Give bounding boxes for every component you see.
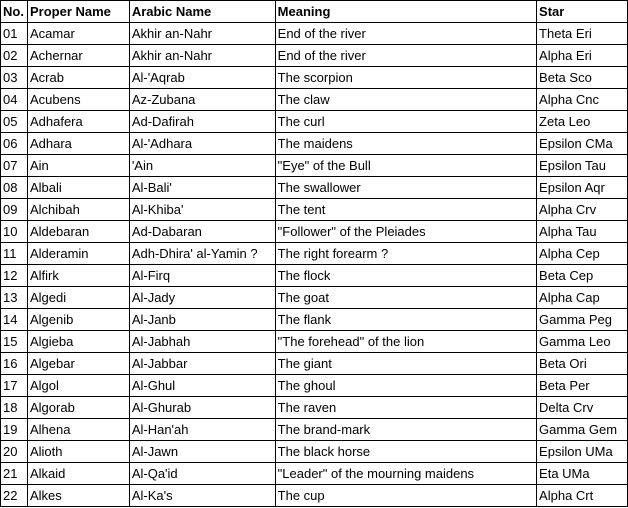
cell-proper-name: Ain: [27, 155, 129, 177]
cell-proper-name: Alfirk: [27, 265, 129, 287]
cell-meaning: "The forehead" of the lion: [275, 331, 536, 353]
cell-meaning: The flank: [275, 309, 536, 331]
cell-meaning: The claw: [275, 89, 536, 111]
cell-star: Alpha Cnc: [537, 89, 628, 111]
cell-proper-name: Acamar: [27, 23, 129, 45]
cell-proper-name: Algenib: [27, 309, 129, 331]
table-row: [1, 177, 628, 199]
cell-proper-name: Adhara: [27, 133, 129, 155]
cell-star: Epsilon UMa: [537, 441, 628, 463]
cell-proper-name: Algieba: [27, 331, 129, 353]
cell-meaning: The brand-mark: [275, 419, 536, 441]
cell-star: Gamma Gem: [537, 419, 628, 441]
cell-proper-name: Acrab: [27, 67, 129, 89]
table-row: [1, 111, 628, 133]
cell-no: 12: [1, 265, 28, 287]
cell-proper-name: Acubens: [27, 89, 129, 111]
cell-star: Epsilon Tau: [537, 155, 628, 177]
cell-proper-name: Alioth: [27, 441, 129, 463]
table-row: [1, 463, 628, 485]
cell-meaning: End of the river: [275, 45, 536, 67]
cell-meaning: "Follower" of the Pleiades: [275, 221, 536, 243]
cell-no: 03: [1, 67, 28, 89]
cell-meaning: The scorpion: [275, 67, 536, 89]
cell-star: Epsilon Aqr: [537, 177, 628, 199]
cell-no: 14: [1, 309, 28, 331]
cell-star: Zeta Leo: [537, 111, 628, 133]
cell-meaning: The right forearm ?: [275, 243, 536, 265]
cell-no: 08: [1, 177, 28, 199]
table-row: [1, 221, 628, 243]
table-row: [1, 89, 628, 111]
cell-no: 16: [1, 353, 28, 375]
cell-arabic-name: Al-Jawn: [129, 441, 275, 463]
cell-star: Gamma Peg: [537, 309, 628, 331]
header-proper-name: Proper Name: [27, 1, 129, 23]
cell-proper-name: Alkes: [27, 485, 129, 507]
table-row: [1, 45, 628, 67]
table-row: [1, 133, 628, 155]
cell-proper-name: Alchibah: [27, 199, 129, 221]
cell-proper-name: Algorab: [27, 397, 129, 419]
cell-arabic-name: Al-'Aqrab: [129, 67, 275, 89]
cell-no: 15: [1, 331, 28, 353]
cell-no: 21: [1, 463, 28, 485]
cell-star: Theta Eri: [537, 23, 628, 45]
table-row: [1, 485, 628, 507]
cell-star: Beta Sco: [537, 67, 628, 89]
table-row: [1, 265, 628, 287]
cell-arabic-name: Al-'Adhara: [129, 133, 275, 155]
table-row: [1, 67, 628, 89]
cell-meaning: The flock: [275, 265, 536, 287]
cell-star: Alpha Cep: [537, 243, 628, 265]
cell-no: 13: [1, 287, 28, 309]
header-row: [1, 1, 628, 23]
cell-proper-name: Alhena: [27, 419, 129, 441]
cell-arabic-name: Akhir an-Nahr: [129, 23, 275, 45]
cell-no: 07: [1, 155, 28, 177]
table-body: [1, 23, 628, 507]
table-row: [1, 331, 628, 353]
table-row: [1, 419, 628, 441]
cell-star: Epsilon CMa: [537, 133, 628, 155]
cell-no: 01: [1, 23, 28, 45]
cell-proper-name: Albali: [27, 177, 129, 199]
cell-meaning: "Leader" of the mourning maidens: [275, 463, 536, 485]
cell-arabic-name: Ad-Dabaran: [129, 221, 275, 243]
cell-arabic-name: Al-Khiba': [129, 199, 275, 221]
cell-no: 04: [1, 89, 28, 111]
cell-no: 06: [1, 133, 28, 155]
cell-arabic-name: Al-Ka's: [129, 485, 275, 507]
cell-no: 17: [1, 375, 28, 397]
cell-proper-name: Algol: [27, 375, 129, 397]
cell-arabic-name: Al-Ghurab: [129, 397, 275, 419]
cell-arabic-name: Al-Janb: [129, 309, 275, 331]
cell-star: Delta Crv: [537, 397, 628, 419]
header-meaning: Meaning: [275, 1, 536, 23]
table-row: [1, 353, 628, 375]
cell-arabic-name: Al-Qa'id: [129, 463, 275, 485]
cell-no: 18: [1, 397, 28, 419]
cell-arabic-name: Al-Firq: [129, 265, 275, 287]
cell-arabic-name: Al-Bali': [129, 177, 275, 199]
table-row: [1, 243, 628, 265]
table-row: [1, 23, 628, 45]
cell-arabic-name: Al-Jabhah: [129, 331, 275, 353]
cell-meaning: The tent: [275, 199, 536, 221]
cell-star: Alpha Crv: [537, 199, 628, 221]
cell-meaning: The swallower: [275, 177, 536, 199]
cell-arabic-name: Al-Jabbar: [129, 353, 275, 375]
table-row: [1, 199, 628, 221]
header-arabic-name: Arabic Name: [129, 1, 275, 23]
table-row: [1, 309, 628, 331]
cell-meaning: The black horse: [275, 441, 536, 463]
cell-arabic-name: Al-Jady: [129, 287, 275, 309]
cell-no: 19: [1, 419, 28, 441]
header-no: No.: [1, 1, 28, 23]
cell-star: Eta UMa: [537, 463, 628, 485]
cell-proper-name: Alkaid: [27, 463, 129, 485]
cell-meaning: The raven: [275, 397, 536, 419]
cell-star: Beta Per: [537, 375, 628, 397]
cell-arabic-name: Adh-Dhira' al-Yamin ?: [129, 243, 275, 265]
cell-meaning: The goat: [275, 287, 536, 309]
cell-arabic-name: Ad-Dafirah: [129, 111, 275, 133]
table-row: [1, 441, 628, 463]
cell-arabic-name: Al-Han'ah: [129, 419, 275, 441]
cell-no: 02: [1, 45, 28, 67]
cell-meaning: End of the river: [275, 23, 536, 45]
table-row: [1, 375, 628, 397]
table-row: [1, 287, 628, 309]
cell-meaning: The cup: [275, 485, 536, 507]
cell-meaning: The giant: [275, 353, 536, 375]
cell-arabic-name: Al-Ghul: [129, 375, 275, 397]
cell-star: Beta Cep: [537, 265, 628, 287]
cell-proper-name: Aldebaran: [27, 221, 129, 243]
cell-meaning: "Eye" of the Bull: [275, 155, 536, 177]
cell-star: Beta Ori: [537, 353, 628, 375]
cell-meaning: The curl: [275, 111, 536, 133]
cell-no: 09: [1, 199, 28, 221]
cell-star: Alpha Crt: [537, 485, 628, 507]
cell-arabic-name: 'Ain: [129, 155, 275, 177]
cell-meaning: The ghoul: [275, 375, 536, 397]
cell-no: 05: [1, 111, 28, 133]
cell-arabic-name: Akhir an-Nahr: [129, 45, 275, 67]
cell-meaning: The maidens: [275, 133, 536, 155]
table-row: [1, 155, 628, 177]
cell-star: Alpha Eri: [537, 45, 628, 67]
cell-no: 22: [1, 485, 28, 507]
cell-proper-name: Algedi: [27, 287, 129, 309]
cell-arabic-name: Az-Zubana: [129, 89, 275, 111]
header-star: Star: [537, 1, 628, 23]
cell-proper-name: Algebar: [27, 353, 129, 375]
cell-star: Alpha Cap: [537, 287, 628, 309]
cell-star: Alpha Tau: [537, 221, 628, 243]
cell-no: 20: [1, 441, 28, 463]
cell-proper-name: Adhafera: [27, 111, 129, 133]
cell-no: 11: [1, 243, 28, 265]
cell-proper-name: Alderamin: [27, 243, 129, 265]
cell-proper-name: Achernar: [27, 45, 129, 67]
cell-no: 10: [1, 221, 28, 243]
cell-star: Gamma Leo: [537, 331, 628, 353]
table-row: [1, 397, 628, 419]
